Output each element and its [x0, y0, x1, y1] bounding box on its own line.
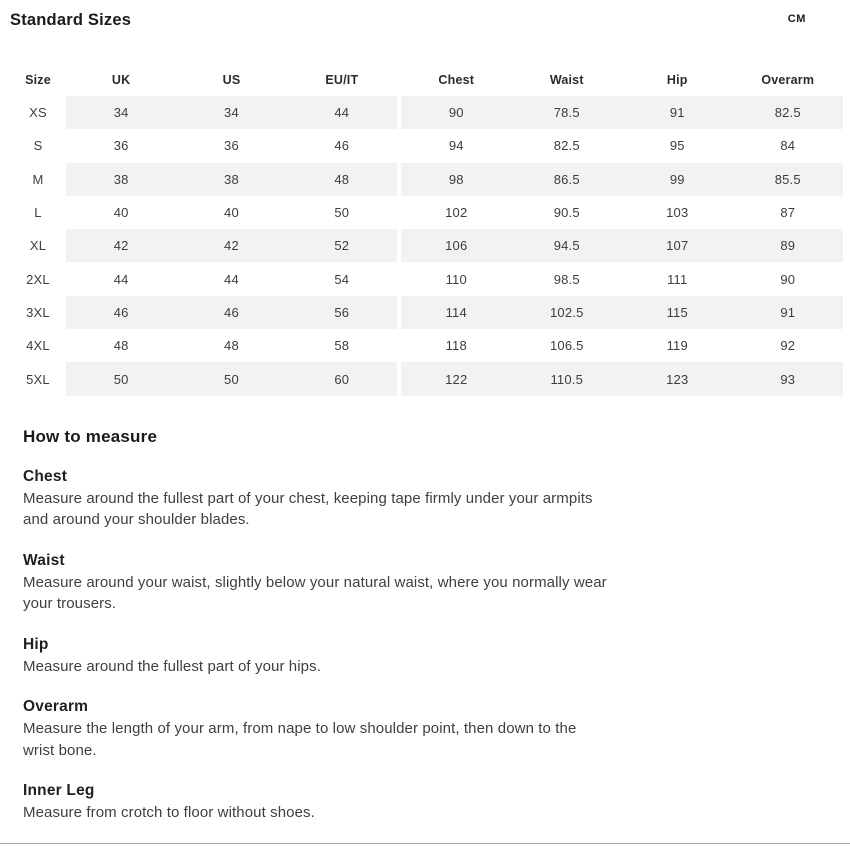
table-row	[10, 362, 843, 395]
column-header-size: Size	[25, 73, 51, 87]
row-block-right	[401, 329, 843, 362]
eu-it-value: 52	[334, 238, 350, 254]
row-block-left	[66, 329, 397, 362]
chest-value: 94	[448, 138, 464, 154]
uk-value: 34	[113, 105, 129, 121]
hip-value: 107	[666, 238, 689, 254]
waist-value: 98.5	[553, 271, 580, 287]
page-title: Standard Sizes	[10, 11, 132, 29]
size-table	[10, 64, 843, 396]
measure-section	[23, 781, 633, 824]
row-block-right	[401, 163, 843, 196]
uk-value: 40	[113, 205, 129, 221]
header-block-right	[401, 64, 843, 96]
eu-it-value: 44	[334, 105, 350, 121]
how-to-measure-title: How to measure	[23, 426, 158, 446]
measure-sections	[23, 467, 633, 824]
hip-value: 115	[666, 304, 688, 320]
measure-term: Inner Leg	[23, 782, 95, 800]
us-value: 48	[224, 338, 239, 354]
column-header-chest: Chest	[438, 73, 475, 87]
overarm-value: 85.5	[774, 171, 801, 187]
measure-description: Measure the length of your arm, from nape to low shoulder point, then down to the wrist bone.	[23, 720, 577, 759]
measure-description: Measure around your waist, slightly below your natural waist, where you normally wear your trousers.	[23, 573, 607, 613]
uk-value: 44	[113, 271, 129, 287]
us-value: 36	[224, 138, 239, 154]
row-block-left	[66, 362, 397, 395]
row-block-right	[401, 262, 843, 295]
eu-it-value: 56	[334, 304, 350, 320]
size-table-header-row	[10, 64, 843, 96]
hip-value: 111	[667, 271, 688, 287]
measure-term: Hip	[23, 635, 49, 653]
us-value: 44	[224, 271, 239, 287]
row-block-left	[66, 229, 397, 262]
eu-it-value: 48	[334, 171, 350, 187]
hip-value: 91	[669, 105, 685, 121]
chest-value: 102	[445, 205, 468, 221]
unit-toggle-cm[interactable]: CM	[787, 13, 806, 25]
size-label: 4XL	[26, 338, 50, 354]
us-value: 34	[224, 105, 239, 121]
table-row	[10, 229, 843, 262]
uk-value: 42	[113, 238, 129, 254]
eu-it-value: 60	[334, 371, 350, 387]
us-value: 42	[224, 238, 239, 254]
hip-value: 103	[666, 205, 689, 221]
chest-value: 114	[445, 304, 467, 320]
row-block-left	[66, 96, 397, 129]
eu-it-value: 46	[334, 138, 350, 154]
column-header-hip: Hip	[666, 73, 688, 87]
size-table-body	[10, 96, 843, 396]
chest-value: 110	[445, 271, 467, 287]
row-block-left	[66, 296, 397, 329]
uk-value: 50	[113, 371, 129, 387]
measure-description: Measure around the fullest part of your hips.	[23, 657, 321, 675]
column-header-us: US	[222, 73, 241, 87]
row-block-left	[66, 196, 397, 229]
waist-value: 94.5	[553, 238, 580, 254]
row-block-right	[401, 196, 843, 229]
measure-section	[23, 551, 633, 615]
header-block-left	[66, 64, 397, 96]
table-row	[10, 163, 843, 196]
us-value: 46	[224, 304, 239, 320]
waist-value: 110.5	[550, 371, 584, 387]
measure-term: Chest	[23, 467, 68, 485]
waist-value: 78.5	[553, 105, 580, 121]
eu-it-value: 54	[334, 271, 350, 287]
bottom-divider	[0, 843, 850, 844]
waist-value: 106.5	[549, 338, 584, 354]
row-block-right	[401, 129, 843, 162]
measure-term: Waist	[23, 551, 65, 569]
uk-value: 36	[113, 138, 129, 154]
how-to-measure	[23, 427, 633, 824]
size-label: XS	[29, 105, 47, 121]
size-label: 5XL	[26, 371, 50, 387]
overarm-value: 92	[780, 338, 796, 354]
us-value: 40	[224, 205, 239, 221]
eu-it-value: 50	[334, 205, 350, 221]
row-block-left	[66, 262, 397, 295]
hip-value: 119	[666, 338, 688, 354]
overarm-value: 91	[780, 304, 796, 320]
overarm-value: 87	[780, 205, 796, 221]
hip-value: 99	[669, 171, 685, 187]
column-header-uk: UK	[111, 73, 131, 87]
chest-value: 118	[445, 338, 467, 354]
measure-term: Overarm	[23, 698, 89, 716]
uk-value: 46	[113, 304, 129, 320]
table-row	[10, 262, 843, 295]
row-block-left	[66, 163, 397, 196]
us-value: 50	[224, 371, 239, 387]
size-label: XL	[29, 238, 47, 254]
overarm-value: 89	[780, 238, 796, 254]
overarm-value: 82.5	[774, 105, 801, 121]
measure-section	[23, 697, 633, 761]
overarm-value: 93	[780, 371, 796, 387]
eu-it-value: 58	[334, 338, 350, 354]
waist-value: 90.5	[553, 205, 580, 221]
row-block-right	[401, 296, 843, 329]
row-block-left	[66, 129, 397, 162]
row-block-right	[401, 229, 843, 262]
column-header-eu-it: EU/IT	[325, 73, 359, 87]
table-row	[10, 329, 843, 362]
waist-value: 102.5	[549, 304, 584, 320]
us-value: 38	[224, 171, 239, 187]
column-header-overarm: Overarm	[761, 73, 815, 87]
chest-value: 122	[445, 371, 468, 387]
measure-section	[23, 467, 633, 531]
table-row	[10, 96, 843, 129]
size-label: S	[33, 138, 43, 154]
chest-value: 98	[448, 171, 464, 187]
uk-value: 48	[113, 338, 129, 354]
column-header-waist: Waist	[549, 73, 584, 87]
size-label: L	[34, 205, 42, 221]
table-row	[10, 296, 843, 329]
measure-description: Measure around the fullest part of your chest, keeping tape firmly under your armpits and around your shoulder blades.	[23, 489, 593, 529]
size-label: 3XL	[26, 304, 50, 320]
overarm-value: 84	[780, 138, 796, 154]
chest-value: 106	[445, 238, 468, 254]
row-block-right	[401, 362, 843, 395]
uk-value: 38	[113, 171, 129, 187]
waist-value: 82.5	[553, 138, 580, 154]
measure-description: Measure from crotch to floor without shoes.	[23, 804, 315, 822]
hip-value: 95	[669, 138, 685, 154]
measure-section	[23, 635, 633, 678]
row-block-right	[401, 96, 843, 129]
hip-value: 123	[666, 371, 689, 387]
table-row	[10, 129, 843, 162]
size-label: 2XL	[26, 271, 50, 287]
table-row	[10, 196, 843, 229]
page-header	[0, 0, 850, 30]
size-label: M	[32, 171, 44, 187]
overarm-value: 90	[780, 271, 796, 287]
chest-value: 90	[448, 105, 464, 121]
waist-value: 86.5	[553, 171, 580, 187]
